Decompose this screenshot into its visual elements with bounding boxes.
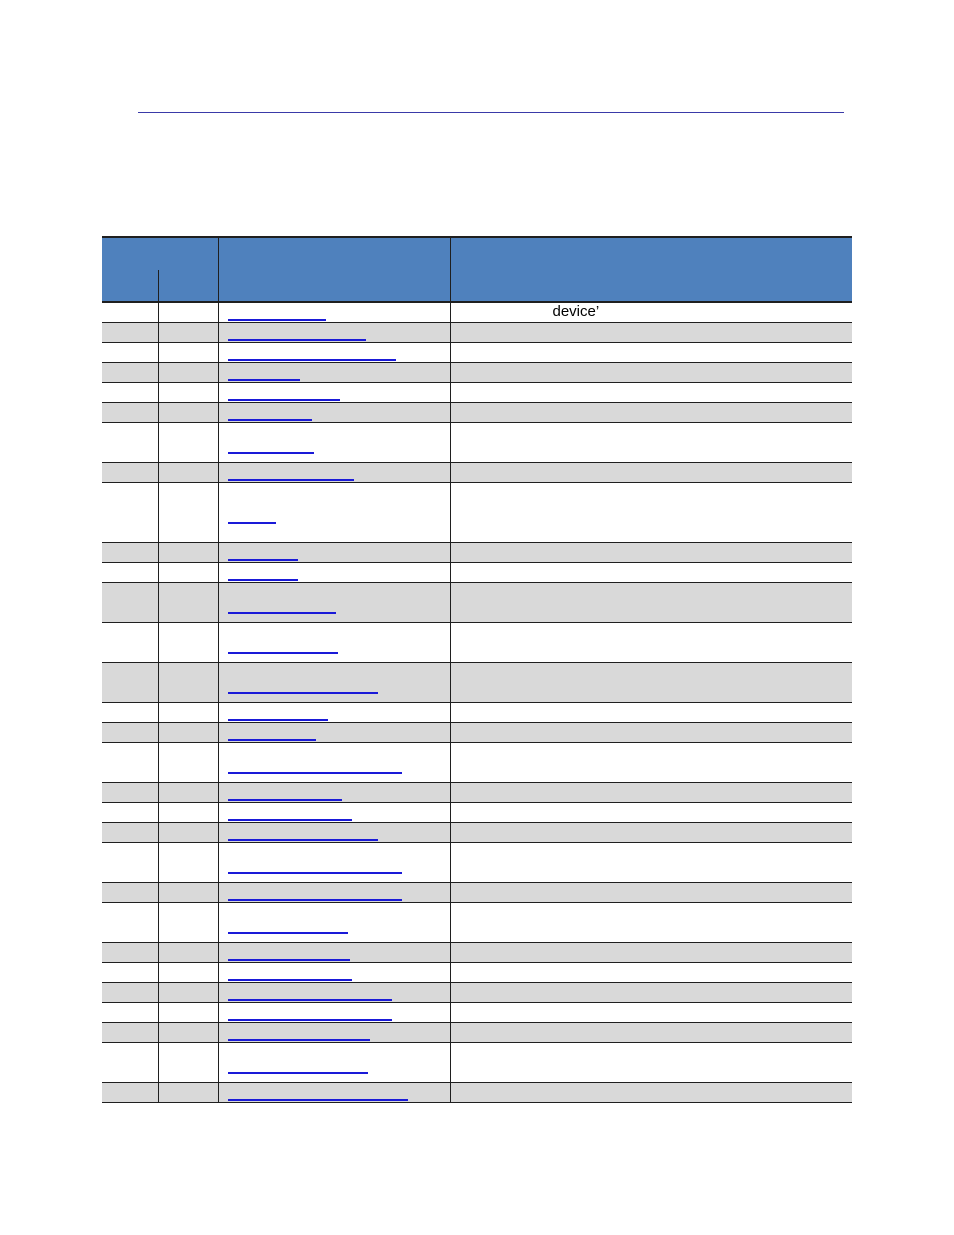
cell-link [218,723,450,743]
cell-description [450,723,852,743]
cell-col1 [102,823,158,843]
table-row [102,343,852,363]
cell-link [218,803,450,823]
cell-description [450,1003,852,1023]
cell-link [218,823,450,843]
cell-description [450,743,852,783]
cell-col2 [158,743,218,783]
cell-description [450,323,852,343]
row-link[interactable] [228,558,298,561]
cell-description [450,483,852,543]
row-link[interactable] [228,338,366,341]
cell-description [450,823,852,843]
cell-col1 [102,803,158,823]
cell-col1 [102,302,158,323]
cell-col2 [158,623,218,663]
cell-link [218,483,450,543]
table-row [102,723,852,743]
cell-link [218,983,450,1003]
row-link[interactable] [228,838,378,841]
table-row [102,823,852,843]
cell-col2 [158,403,218,423]
row-link[interactable] [228,478,354,481]
cell-link [218,423,450,463]
table-row [102,963,852,983]
cell-col1 [102,663,158,703]
cell-link [218,903,450,943]
cell-col2 [158,783,218,803]
cell-col2 [158,363,218,383]
row-link[interactable] [228,898,402,901]
cell-col2 [158,383,218,403]
cell-link [218,403,450,423]
cell-link [218,743,450,783]
cell-link [218,1023,450,1043]
cell-col2 [158,423,218,463]
cell-col2 [158,823,218,843]
cell-link [218,543,450,563]
table-body [102,302,852,1103]
cell-link [218,663,450,703]
table-row [102,783,852,803]
cell-col2 [158,302,218,323]
table-row [102,983,852,1003]
cell-col1 [102,903,158,943]
cell-col2 [158,343,218,363]
cell-description [450,1043,852,1083]
cell-link [218,1043,450,1083]
row-link[interactable] [228,1018,392,1021]
row-link[interactable] [228,1098,408,1101]
cell-col1 [102,583,158,623]
cell-description [450,543,852,563]
row-link[interactable] [228,651,338,654]
cell-col2 [158,543,218,563]
cell-col2 [158,583,218,623]
cell-col1 [102,1023,158,1043]
row-link[interactable] [228,578,298,581]
cell-col1 [102,743,158,783]
data-table [102,236,852,1103]
header-cell-link [218,237,450,302]
cell-col1 [102,703,158,723]
row-link[interactable] [228,771,402,774]
cell-col2 [158,323,218,343]
cell-link [218,783,450,803]
cell-col1 [102,783,158,803]
cell-col1 [102,943,158,963]
row-link[interactable] [228,998,392,1001]
cell-link [218,323,450,343]
description-text [451,1101,853,1102]
cell-link [218,943,450,963]
row-link[interactable] [228,1071,368,1074]
cell-description [450,1083,852,1103]
cell-description [450,783,852,803]
cell-link [218,463,450,483]
header-subdivider [158,270,159,301]
cell-description [450,803,852,823]
row-link[interactable] [228,378,300,381]
row-link[interactable] [228,318,326,321]
cell-link [218,363,450,383]
cell-col2 [158,983,218,1003]
cell-link [218,583,450,623]
cell-col2 [158,663,218,703]
top-rule [138,112,844,113]
row-link[interactable] [228,611,336,614]
header-cell-group [102,237,218,302]
cell-col1 [102,843,158,883]
table-row [102,803,852,823]
row-link[interactable] [228,931,348,934]
cell-link [218,703,450,723]
cell-link [218,302,450,323]
row-link[interactable] [228,798,342,801]
cell-col1 [102,463,158,483]
cell-link [218,623,450,663]
row-link[interactable] [228,1038,370,1041]
cell-link [218,883,450,903]
row-link[interactable] [228,521,276,524]
cell-col1 [102,543,158,563]
cell-col1 [102,723,158,743]
cell-description [450,403,852,423]
cell-link [218,843,450,883]
table-row [102,483,852,543]
row-link[interactable] [228,738,316,741]
row-link[interactable] [228,398,340,401]
table-row [102,463,852,483]
cell-col1 [102,343,158,363]
table-row [102,383,852,403]
cell-description [450,583,852,623]
cell-description [450,843,852,883]
cell-link [218,343,450,363]
cell-col2 [158,1083,218,1103]
table-row [102,623,852,663]
table-row [102,883,852,903]
row-link[interactable] [228,818,352,821]
row-link[interactable] [228,978,352,981]
cell-col1 [102,483,158,543]
cell-col2 [158,1043,218,1083]
cell-description [450,343,852,363]
cell-description [450,943,852,963]
cell-col2 [158,1003,218,1023]
cell-description [450,563,852,583]
cell-col1 [102,623,158,663]
table-row [102,403,852,423]
table-row [102,363,852,383]
cell-link [218,563,450,583]
cell-col1 [102,1003,158,1023]
table-row [102,663,852,703]
table-row [102,543,852,563]
cell-description [450,903,852,943]
cell-link [218,383,450,403]
cell-link [218,963,450,983]
cell-col1 [102,363,158,383]
cell-col2 [158,943,218,963]
cell-col2 [158,903,218,943]
cell-description [450,983,852,1003]
cell-col1 [102,883,158,903]
cell-col2 [158,963,218,983]
table-row [102,583,852,623]
table-row [102,302,852,323]
row-link[interactable] [228,958,350,961]
cell-col1 [102,1083,158,1103]
table-row [102,1003,852,1023]
cell-description [450,363,852,383]
cell-col1 [102,323,158,343]
table-header [102,237,852,302]
cell-col1 [102,1043,158,1083]
cell-col1 [102,403,158,423]
table-row [102,703,852,723]
row-link[interactable] [228,418,312,421]
cell-description [450,663,852,703]
table-row [102,323,852,343]
table-row [102,943,852,963]
cell-col2 [158,803,218,823]
cell-col2 [158,723,218,743]
cell-description [450,1023,852,1043]
cell-col1 [102,963,158,983]
cell-col2 [158,463,218,483]
row-link[interactable] [228,871,402,874]
cell-col1 [102,563,158,583]
cell-description [450,883,852,903]
cell-col2 [158,843,218,883]
cell-description [450,463,852,483]
cell-description [450,963,852,983]
row-link[interactable] [228,691,378,694]
cell-col1 [102,423,158,463]
table-row [102,1083,852,1103]
cell-col2 [158,1023,218,1043]
cell-col1 [102,983,158,1003]
cell-col2 [158,883,218,903]
table-row [102,1023,852,1043]
row-link[interactable] [228,718,328,721]
cell-description [450,623,852,663]
header-cell-description [450,237,852,302]
row-link[interactable] [228,358,396,361]
table-row [102,743,852,783]
cell-col2 [158,563,218,583]
table-row [102,903,852,943]
table-row [102,1043,852,1083]
cell-link [218,1003,450,1023]
cell-col2 [158,703,218,723]
table-row [102,843,852,883]
table-row [102,563,852,583]
row-link[interactable] [228,451,314,454]
cell-description [450,423,852,463]
table-row [102,423,852,463]
description-text: device’ [552,303,600,320]
cell-description [450,302,852,323]
cell-description [450,383,852,403]
cell-col2 [158,483,218,543]
cell-link [218,1083,450,1103]
cell-col1 [102,383,158,403]
cell-description [450,703,852,723]
